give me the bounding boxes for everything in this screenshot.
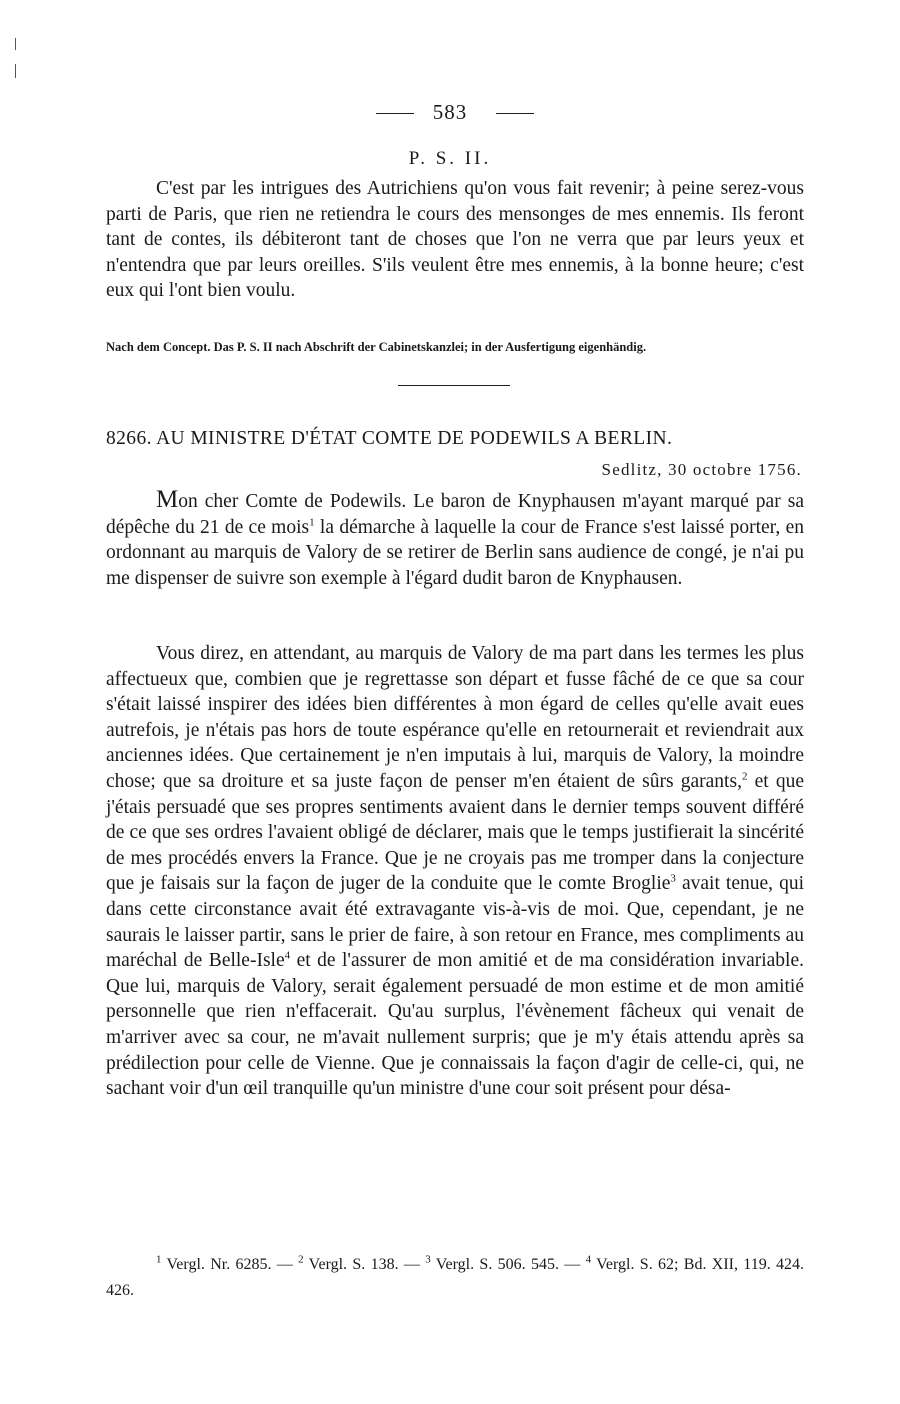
letter-paragraph-1 [106, 487, 804, 591]
margin-mark [15, 64, 16, 78]
page-number: 583 [432, 100, 468, 124]
footnote-text: Vergl. S. 62; Bd. XII, 119. 424. 426. [106, 1256, 805, 1299]
footnotes [106, 1252, 804, 1304]
paragraph-text: et que j'étais persuadé que ses propres sentiments avaient dans le dernier temps souvent différé de ce que ses ordres l'avaient obligé de déclarer, mais que le temps justifierait la sincérité de mes procédés envers la France. Que je ne croyais pas me tromper dans la conjecture que je faisais sur la façon de juger de la conduite que le comte Broglie [106, 770, 804, 895]
margin-mark [15, 38, 16, 50]
footnote-text: Vergl. S. 506. 545. — [430, 1256, 586, 1273]
paragraph-text: Vous direz, en attendant, au marquis de Valory de ma part dans les termes les plus affectueux que, combien que je regrettasse son départ et fusse fâché de ce que sa cour s'était laissé inspirer des idées bien différentes à mon égard de celles qu'elle avait eues autrefois, je n'étais pas hors de toute espérance qu'elle en retournerait et reviendrait aux anciennes idées. Que certainement je n'en imputais à lui, marquis de Valory, la moindre chose; que sa droiture et sa juste façon de penser m'en étaient de sûrs garants, [106, 643, 804, 792]
page-number-dash-right [496, 113, 534, 114]
footnote-text: Vergl. Nr. 6285. — [161, 1256, 299, 1273]
drop-initial: M [156, 486, 179, 513]
letter-dateline: Sedlitz, 30 octobre 1756. [601, 460, 802, 479]
source-note: Nach dem Concept. Das P. S. II nach Abschrift der Cabinetskanzlei; in der Ausfertigung eigenhändig. [106, 340, 647, 354]
paragraph-text: la démarche à laquelle la cour de France s'est laissé porter, en ordonnant au marquis de Valory de se retirer de Berlin sans audience de congé, je n'ai pu me dispenser de suivre son exemple à l'égard dudit baron de Knyphausen. [106, 516, 804, 589]
letter-paragraph-2 [106, 641, 804, 1102]
footnote-mark: 3 [425, 1253, 431, 1266]
paragraph-text: on cher Comte de Podewils. Le baron de Knyphausen m'ayant marqué par sa dépêche du 21 de ce mois [106, 491, 804, 538]
footnote-mark: 4 [585, 1253, 592, 1266]
footnote-ref: 4 [284, 949, 291, 962]
letter-heading: 8266. AU MINISTRE D'ÉTAT COMTE DE PODEWILS A BERLIN. [106, 428, 673, 449]
paragraph-text: avait tenue, qui dans cette circonstance avait été extravagante vis-à-vis de moi. Que, cependant, je ne saurais le laisser partir, sans le prier de faire, à son retour en France, mes compliments au maréchal de Belle-Isle [106, 873, 804, 972]
postscript-text: C'est par les intrigues des Autrichiens qu'on vous fait revenir; à peine serez-vous parti de Paris, que rien ne retiendra le cours des mensonges de mes ennemis. Ils feront tant de contes, ils débiteront tant de choses que l'on ne verra que par leurs yeux et n'entendra que par leurs oreilles. S'ils veulent être mes ennemis, à la bonne heure; c'est eux qui l'ont bien voulu. [106, 178, 804, 302]
footnote-ref: 1 [309, 516, 315, 529]
footnote-mark: 2 [298, 1253, 304, 1266]
section-divider [398, 385, 510, 386]
footnote-ref: 3 [670, 872, 676, 885]
paragraph-text: et de l'assurer de mon amitié et de ma considération invariable. Que lui, marquis de Valory, serait également persuadé de mon estime et de mon amitié personnelle que rien n'effacerait. Qu'au surplus, l'évènement fâcheux qui venait de m'arriver avec sa cour, ne m'avait nullement surpris; que je m'y étais attendu après sa prédilection pour celle de Vienne. Que je connaissais la façon d'agir de celle-ci, qui, ne sachant voir d'un œil tranquille qu'un ministre d'une cour soit présent pour désa- [106, 950, 804, 1100]
footnote-mark: 1 [156, 1253, 162, 1266]
footnote-ref: 2 [741, 770, 748, 783]
footnote-text: Vergl. S. 138. — [303, 1256, 426, 1273]
postscript-title: P. S. II. [408, 148, 492, 169]
